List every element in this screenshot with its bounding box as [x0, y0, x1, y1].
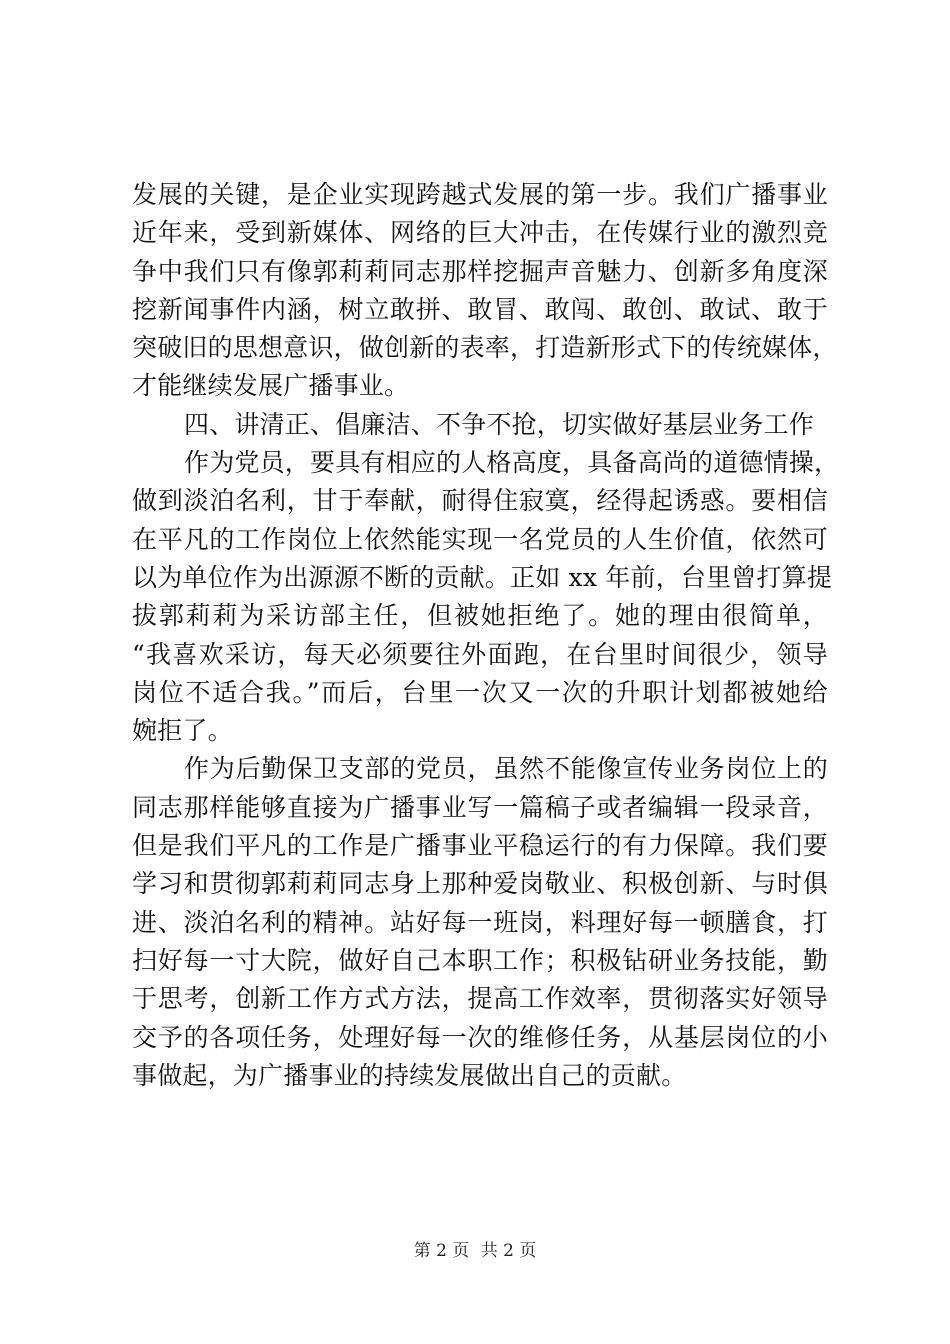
text-line: 突破旧的思想意识，做创新的表率，打造新形式下的传统媒体， [132, 333, 838, 363]
paragraph-first-line: 作为后勤保卫支部的党员，虽然不能像宣传业务岗位上的 [184, 754, 828, 784]
section-heading: 四、讲清正、倡廉洁、不争不抢，切实做好基层业务工作 [184, 409, 815, 439]
text-line: 进、淡泊名利的精神。站好每一班岗，料理好每一顿膳食，打 [132, 907, 828, 937]
text-line: 拔郭莉莉为采访部主任，但被她拒绝了。她的理由很简单， [132, 601, 828, 631]
text-line: 做到淡泊名利，甘于奉献，耐得住寂寞，经得起诱惑。要相信 [132, 486, 828, 516]
text-line: 学习和贯彻郭莉莉同志身上那种爱岗敬业、积极创新、与时俱 [132, 869, 828, 899]
text-line: 扫好每一寸大院，做好自己本职工作；积极钻研业务技能，勤 [132, 945, 828, 975]
text-line: 争中我们只有像郭莉莉同志那样挖掘声音魅力、创新多角度深 [132, 256, 828, 286]
page-footer [0, 1240, 950, 1262]
text-line: 事做起，为广播事业的持续发展做出自己的贡献。 [132, 1060, 687, 1090]
text-line: “我喜欢采访，每天必须要往外面跑，在台里时间很少，领导 [132, 639, 828, 669]
text-line: 交予的各项任务，处理好每一次的维修任务，从基层岗位的小 [132, 1022, 828, 1052]
text-line: 岗位不适合我。”而后，台里一次又一次的升职计划都被她给 [132, 677, 828, 707]
text-line: 近年来，受到新媒体、网络的巨大冲击，在传媒行业的激烈竞 [132, 218, 828, 248]
text-line: 才能继续发展广播事业。 [132, 371, 410, 401]
text-line: 但是我们平凡的工作是广播事业平稳运行的有力保障。我们要 [132, 831, 828, 861]
page-total: 共 2 页 [480, 1241, 537, 1261]
paragraph-first-line: 作为党员，要具有相应的人格高度，具备高尚的道德情操， [184, 448, 840, 478]
text-line: 同志那样能够直接为广播事业写一篇稿子或者编辑一段录音， [132, 792, 828, 822]
text-line: 以为单位作为出源源不断的贡献。正如 xx 年前，台里曾打算提 [132, 562, 833, 592]
text-line: 于思考，创新工作方式方法，提高工作效率，贯彻落实好领导 [132, 984, 828, 1014]
text-line: 婉拒了。 [132, 716, 233, 746]
text-line: 发展的关键，是企业实现跨越式发展的第一步。我们广播事业 [132, 180, 828, 209]
page-number: 第 2 页 [413, 1241, 470, 1261]
text-line: 在平凡的工作岗位上依然能实现一名党员的人生价值，依然可 [132, 524, 828, 554]
text-line: 挖新闻事件内涵，树立敢拼、敢冒、敢闯、敢创、敢试、敢于 [132, 294, 828, 324]
document-body [132, 176, 840, 1095]
